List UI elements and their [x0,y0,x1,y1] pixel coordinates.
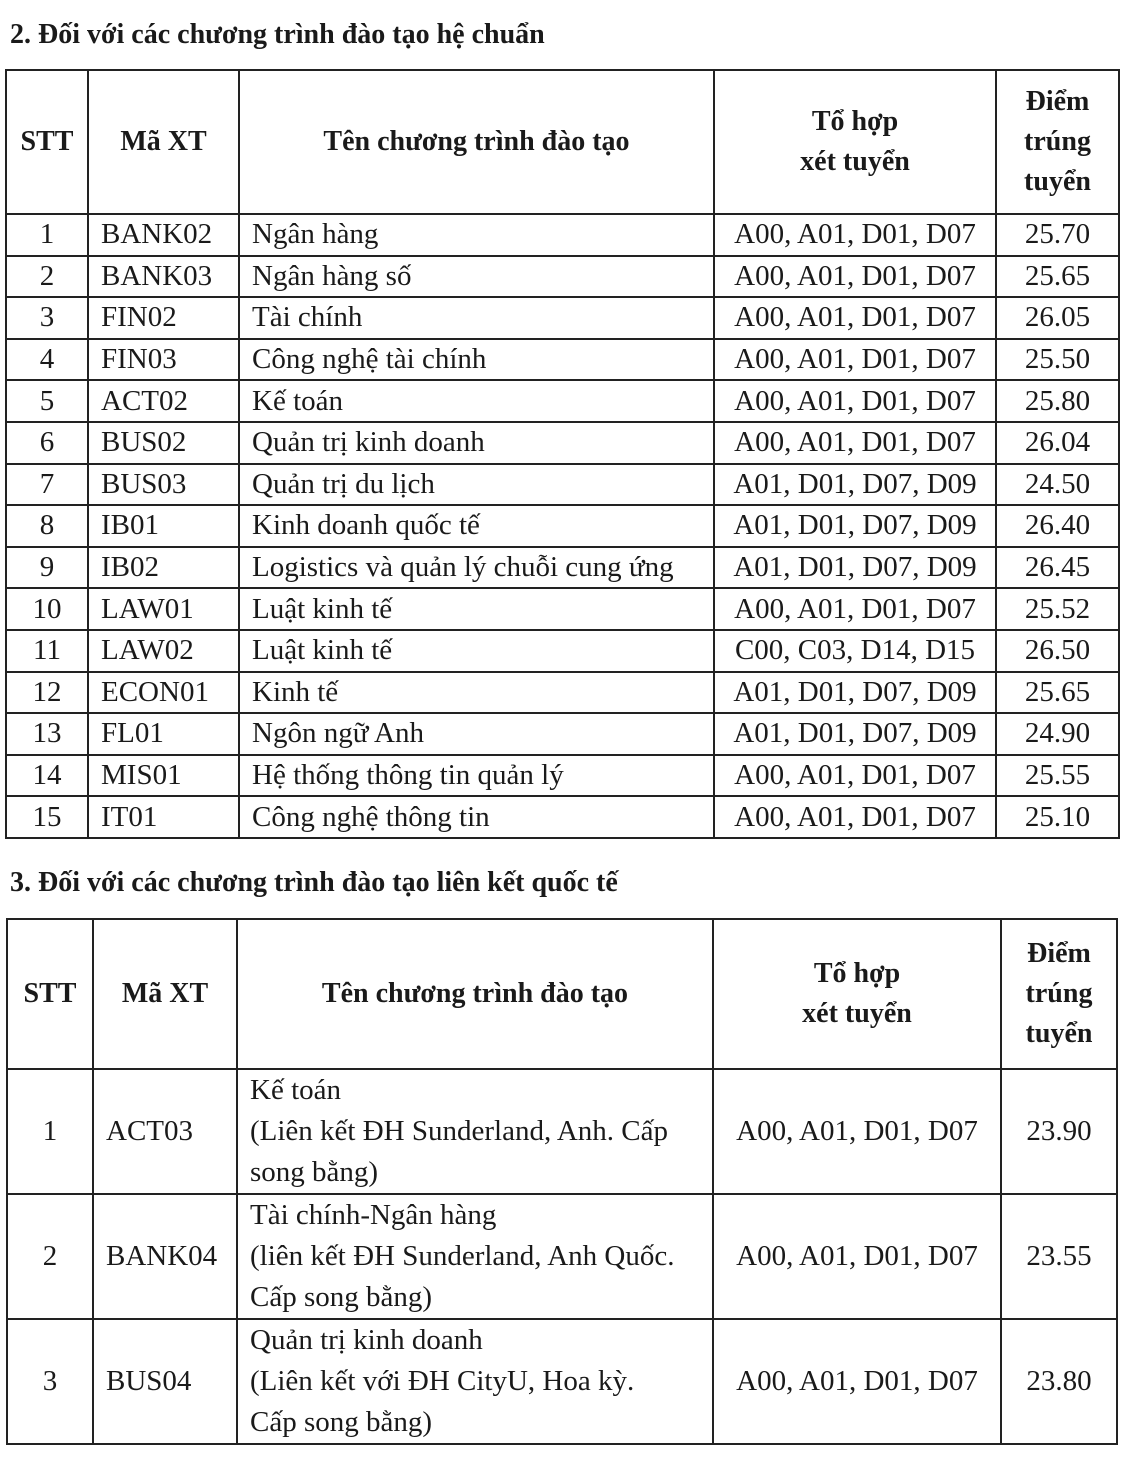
row-combination: C00, C03, D14, D15 [714,630,996,672]
row-combination: A01, D01, D07, D09 [714,505,996,547]
row-program-name [237,1069,713,1194]
row-score: 23.55 [1001,1194,1117,1319]
header-score-line-1: Điểm [1025,86,1090,117]
row-code: BUS04 [93,1319,237,1444]
row-score: 24.50 [996,464,1119,506]
header-program-name: Tên chương trình đào tạo [237,919,713,1069]
table-row [7,1194,1117,1319]
row-stt: 14 [6,755,88,797]
row-program-name: Ngân hàng [239,214,714,256]
table-row [6,297,1119,339]
row-score: 25.10 [996,796,1119,838]
row-program-name [237,1319,713,1444]
row-stt: 5 [6,380,88,422]
header-combination [713,919,1001,1069]
row-code: MIS01 [88,755,239,797]
table-row [6,214,1119,256]
row-combination: A01, D01, D07, D09 [714,464,996,506]
table-row [6,464,1119,506]
row-score: 25.70 [996,214,1119,256]
row-combination: A00, A01, D01, D07 [713,1069,1001,1194]
section-3-heading: 3. Đối với các chương trình đào tạo liên kết quốc tế [10,867,618,898]
row-program-name: Ngôn ngữ Anh [239,713,714,755]
table-row [6,547,1119,589]
row-code: BUS02 [88,422,239,464]
row-program-name: Công nghệ tài chính [239,339,714,381]
header-score-line-1: Điểm [1027,938,1091,969]
row-stt: 2 [6,256,88,298]
row-program-name-line: Quản trị kinh doanh [250,1324,483,1356]
table-row [6,672,1119,714]
header-combination-line-2: xét tuyển [802,998,912,1029]
row-program-name: Công nghệ thông tin [239,796,714,838]
row-code: FIN03 [88,339,239,381]
row-stt: 3 [6,297,88,339]
header-stt: STT [6,70,88,214]
row-stt: 10 [6,588,88,630]
row-code: IB01 [88,505,239,547]
row-score: 25.65 [996,672,1119,714]
row-stt: 4 [6,339,88,381]
header-score-line-3: tuyển [1025,1018,1093,1049]
row-combination: A00, A01, D01, D07 [714,339,996,381]
header-score-line-2: trúng [1025,978,1093,1009]
header-code: Mã XT [93,919,237,1069]
row-stt: 15 [6,796,88,838]
row-program-name-line: Kế toán [250,1074,341,1106]
header-stt: STT [7,919,93,1069]
row-code: FIN02 [88,297,239,339]
table-row [6,713,1119,755]
header-score [1001,919,1117,1069]
row-code: FL01 [88,713,239,755]
table-row [6,755,1119,797]
row-score: 26.05 [996,297,1119,339]
row-combination: A00, A01, D01, D07 [713,1319,1001,1444]
row-program-name: Kinh doanh quốc tế [239,505,714,547]
row-combination: A00, A01, D01, D07 [714,256,996,298]
row-program-name: Quản trị kinh doanh [239,422,714,464]
row-code: BUS03 [88,464,239,506]
table-row [6,505,1119,547]
table-row [7,1319,1117,1444]
header-score [996,70,1119,214]
row-score: 25.65 [996,256,1119,298]
row-stt: 3 [7,1319,93,1444]
row-code: ACT02 [88,380,239,422]
row-program-name-line: Cấp song bằng) [250,1281,433,1313]
row-program-name-line: (Liên kết với ĐH CityU, Hoa kỳ. [250,1365,635,1397]
row-program-name: Kế toán [239,380,714,422]
row-program-name: Ngân hàng số [239,256,714,298]
table-row [6,588,1119,630]
row-score: 26.45 [996,547,1119,589]
standard-programs-table [5,69,1120,839]
row-program-name: Tài chính [239,297,714,339]
row-stt: 8 [6,505,88,547]
row-program-name: Kinh tế [239,672,714,714]
section-2-heading: 2. Đối với các chương trình đào tạo hệ chuẩn [10,19,545,50]
row-combination: A01, D01, D07, D09 [714,672,996,714]
row-score: 23.80 [1001,1319,1117,1444]
table-row [7,1069,1117,1194]
header-combination [714,70,996,214]
table-header-row [7,919,1117,1069]
row-stt: 11 [6,630,88,672]
table-header-row [6,70,1119,214]
row-combination: A00, A01, D01, D07 [714,796,996,838]
row-combination: A00, A01, D01, D07 [714,214,996,256]
row-stt: 2 [7,1194,93,1319]
row-stt: 1 [7,1069,93,1194]
row-combination: A00, A01, D01, D07 [714,755,996,797]
row-stt: 1 [6,214,88,256]
row-score: 25.50 [996,339,1119,381]
row-code: IB02 [88,547,239,589]
row-code: LAW01 [88,588,239,630]
header-combination-line-1: Tổ hợp [811,106,899,137]
header-score-line-2: trúng [1024,126,1091,157]
row-code: BANK04 [93,1194,237,1319]
row-stt: 9 [6,547,88,589]
row-combination: A00, A01, D01, D07 [714,297,996,339]
row-stt: 13 [6,713,88,755]
table-row [6,630,1119,672]
row-program-name-line: (Liên kết ĐH Sunderland, Anh. Cấp [250,1115,669,1147]
header-combination-line-2: xét tuyển [800,146,910,177]
row-score: 26.50 [996,630,1119,672]
row-program-name: Logistics và quản lý chuỗi cung ứng [239,547,714,589]
row-program-name-line: song bằng) [250,1156,379,1188]
row-combination: A00, A01, D01, D07 [713,1194,1001,1319]
row-stt: 6 [6,422,88,464]
row-combination: A01, D01, D07, D09 [714,713,996,755]
header-program-name: Tên chương trình đào tạo [239,70,714,214]
row-combination: A01, D01, D07, D09 [714,547,996,589]
row-stt: 7 [6,464,88,506]
row-score: 25.80 [996,380,1119,422]
row-program-name [237,1194,713,1319]
table-row [6,380,1119,422]
header-combination-line-1: Tổ hợp [813,958,901,989]
row-score: 26.40 [996,505,1119,547]
table-row [6,256,1119,298]
row-program-name-line: Tài chính-Ngân hàng [250,1199,497,1231]
row-program-name-line: (liên kết ĐH Sunderland, Anh Quốc. [250,1240,675,1272]
row-combination: A00, A01, D01, D07 [714,380,996,422]
row-code: BANK02 [88,214,239,256]
row-code: ECON01 [88,672,239,714]
row-combination: A00, A01, D01, D07 [714,588,996,630]
row-score: 25.55 [996,755,1119,797]
row-program-name: Hệ thống thông tin quản lý [239,755,714,797]
row-score: 26.04 [996,422,1119,464]
row-stt: 12 [6,672,88,714]
row-program-name: Luật kinh tế [239,630,714,672]
header-score-line-3: tuyển [1024,166,1091,197]
table-row [6,796,1119,838]
table-row [6,339,1119,381]
row-code: BANK03 [88,256,239,298]
row-score: 24.90 [996,713,1119,755]
international-programs-table [6,918,1118,1445]
row-program-name: Quản trị du lịch [239,464,714,506]
row-combination: A00, A01, D01, D07 [714,422,996,464]
row-score: 23.90 [1001,1069,1117,1194]
header-code: Mã XT [88,70,239,214]
row-score: 25.52 [996,588,1119,630]
row-program-name: Luật kinh tế [239,588,714,630]
row-code: IT01 [88,796,239,838]
row-code: LAW02 [88,630,239,672]
table-row [6,422,1119,464]
row-code: ACT03 [93,1069,237,1194]
row-program-name-line: Cấp song bằng) [250,1406,433,1438]
